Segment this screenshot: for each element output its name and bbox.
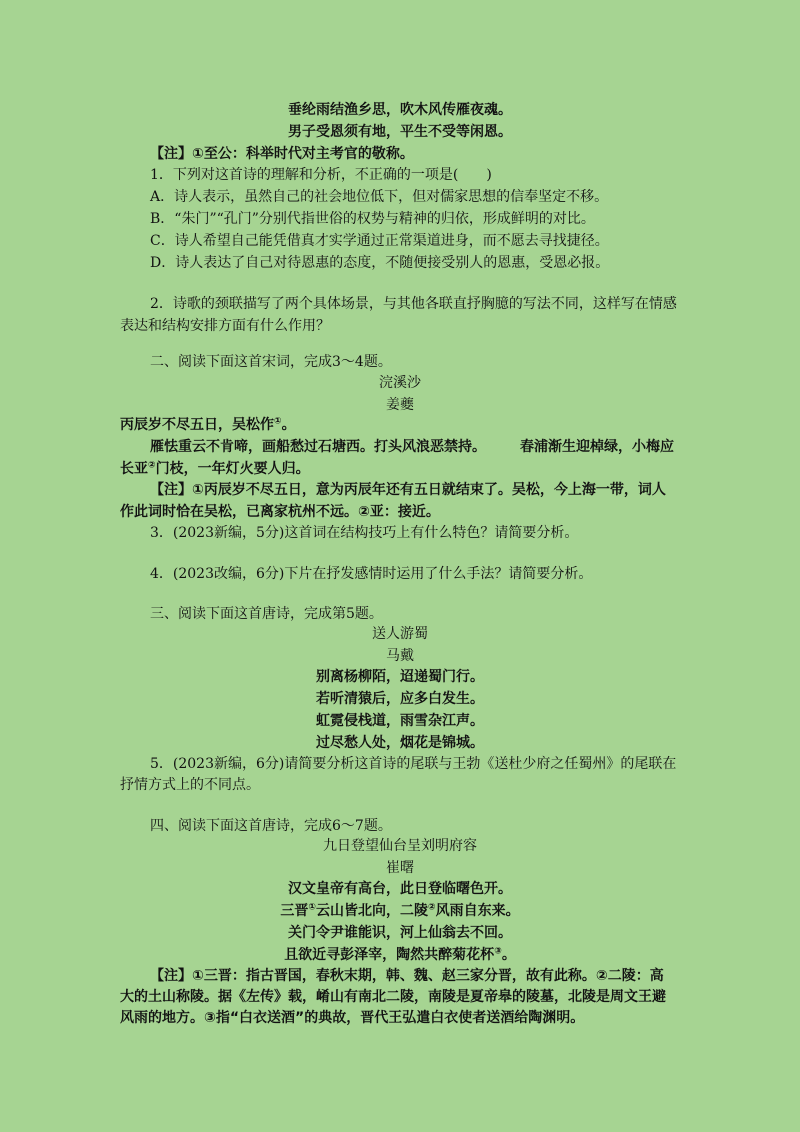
poem-note: 【注】①至公：科举时代对主考官的敬称。 <box>150 146 414 162</box>
poem-line: 虹霓侵栈道，雨雪杂江声。 <box>316 713 484 729</box>
poem-line: 过尽愁人处，烟花是锦城。 <box>316 735 484 751</box>
poem-author: 崔曙 <box>386 860 414 876</box>
poem-title: 九日登望仙台呈刘明府容 <box>323 838 477 854</box>
poem-author: 马戴 <box>386 648 414 664</box>
question-1-option-a: A．诗人表示，虽然自己的社会地位低下，但对儒家思想的信奉坚定不移。 <box>150 189 609 205</box>
poem-note: 【注】①三晋：指古晋国，春秋末期，韩、魏、赵三家分晋，故有此称。②二陵：高 <box>150 968 664 984</box>
poem-line: 垂纶雨结渔乡思，吹木风传雁夜魂。 <box>288 102 512 118</box>
ci-line: 雁怯重云不肯啼，画船愁过石塘西。打头风浪恶禁持。 <box>150 439 486 455</box>
question-1-option-b: B．“朱门”“孔门”分别代指世俗的权势与精神的归依，形成鲜明的对比。 <box>150 211 595 227</box>
poem-line: 男子受恩须有地，平生不受等闲恩。 <box>288 124 512 140</box>
poem-note: 风雨的地方。③指“白衣送酒”的典故，晋代王弘遣白衣使者送酒给陶渊明。 <box>120 1010 585 1026</box>
question-3: 3．(2023新编，5分)这首词在结构技巧上有什么特色？请简要分析。 <box>150 525 579 541</box>
section-3-heading: 三、阅读下面这首唐诗，完成第5题。 <box>150 606 383 622</box>
ci-title: 浣溪沙 <box>379 375 421 391</box>
section-2-heading: 二、阅读下面这首宋词，完成3～4题。 <box>150 354 392 370</box>
question-1-option-c: C．诗人希望自己能凭借真才实学通过正常渠道进身，而不愿去寻找捷径。 <box>150 233 609 249</box>
ci-line: 春浦渐生迎棹绿，小梅应 <box>520 439 674 455</box>
poem-title: 送人游蜀 <box>372 626 428 642</box>
poem-line: 三晋①云山皆北向，二陵②风雨自东来。 <box>280 902 520 919</box>
ci-note: 【注】①丙辰岁不尽五日，意为丙辰年还有五日就结束了。吴松，今上海一带，词人 <box>150 482 666 498</box>
poem-line: 关门令尹谁能识，河上仙翁去不回。 <box>288 925 512 941</box>
question-5-line: 抒情方式上的不同点。 <box>120 777 260 793</box>
question-1-option-d: D．诗人表达了自己对待恩惠的态度，不随便接受别人的恩惠，受恩必报。 <box>150 255 610 271</box>
ci-line: 长亚②门枝，一年灯火要人归。 <box>120 460 310 477</box>
poem-line: 汉文皇帝有高台，此日登临曙色开。 <box>288 881 512 897</box>
section-4-heading: 四、阅读下面这首唐诗，完成6～7题。 <box>150 818 392 834</box>
poem-line: 且欲近寻彭泽宰，陶然共醉菊花杯③。 <box>284 946 516 963</box>
question-5-line: 5．(2023新编，6分)请简要分析这首诗的尾联与王勃《送杜少府之任蜀州》的尾联在 <box>150 756 677 772</box>
poem-line: 若听清猿后，应多白发生。 <box>316 691 484 707</box>
question-2-line: 2．诗歌的颈联描写了两个具体场景，与其他各联直抒胸臆的写法不同，这样写在情感 <box>150 296 677 312</box>
ci-note: 作此词时恰在吴松，已离家杭州不远。②亚：接近。 <box>120 504 440 520</box>
ci-author: 姜夔 <box>386 397 414 413</box>
poem-line: 别离杨柳陌，迢递蜀门行。 <box>316 669 484 685</box>
poem-note: 大的土山称陵。据《左传》载，崤山有南北二陵，南陵是夏帝皋的陵墓，北陵是周文王避 <box>120 989 666 1005</box>
question-2-line: 表达和结构安排方面有什么作用？ <box>120 318 330 334</box>
ci-preface: 丙辰岁不尽五日，吴松作①。 <box>120 416 296 433</box>
question-4: 4．(2023改编，6分)下片在抒发感情时运用了什么手法？请简要分析。 <box>150 566 593 582</box>
question-1-stem: 1．下列对这首诗的理解和分析，不正确的一项是( ) <box>150 167 492 183</box>
